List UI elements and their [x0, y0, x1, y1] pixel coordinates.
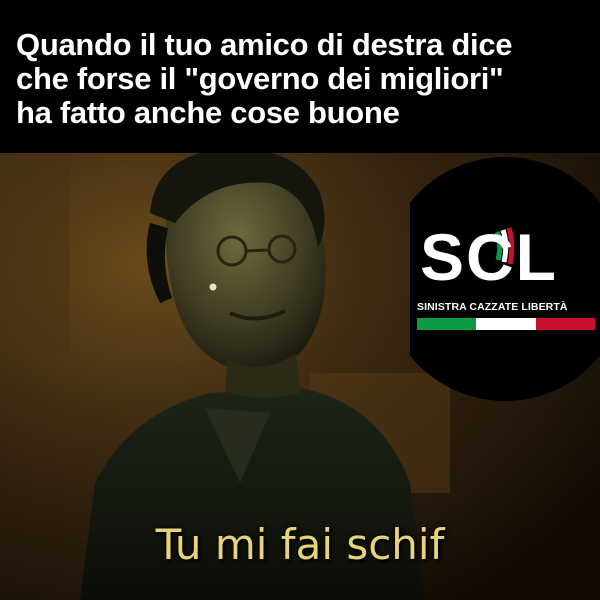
italian-flag-bar — [417, 318, 595, 330]
logo-tagline: SINISTRA CAZZATE LIBERTÀ — [417, 301, 568, 313]
flag-green-stripe — [417, 318, 476, 330]
flag-white-stripe — [476, 318, 535, 330]
logo-wordmark: SCL — [420, 220, 558, 294]
movie-subtitle: Tu mi fai schif — [155, 520, 445, 569]
meme-caption: Quando il tuo amico di destra dice che forse il "governo dei migliori" ha fatto anche cose buone — [16, 27, 513, 130]
flag-red-stripe — [536, 318, 595, 330]
caption-banner — [0, 0, 600, 153]
